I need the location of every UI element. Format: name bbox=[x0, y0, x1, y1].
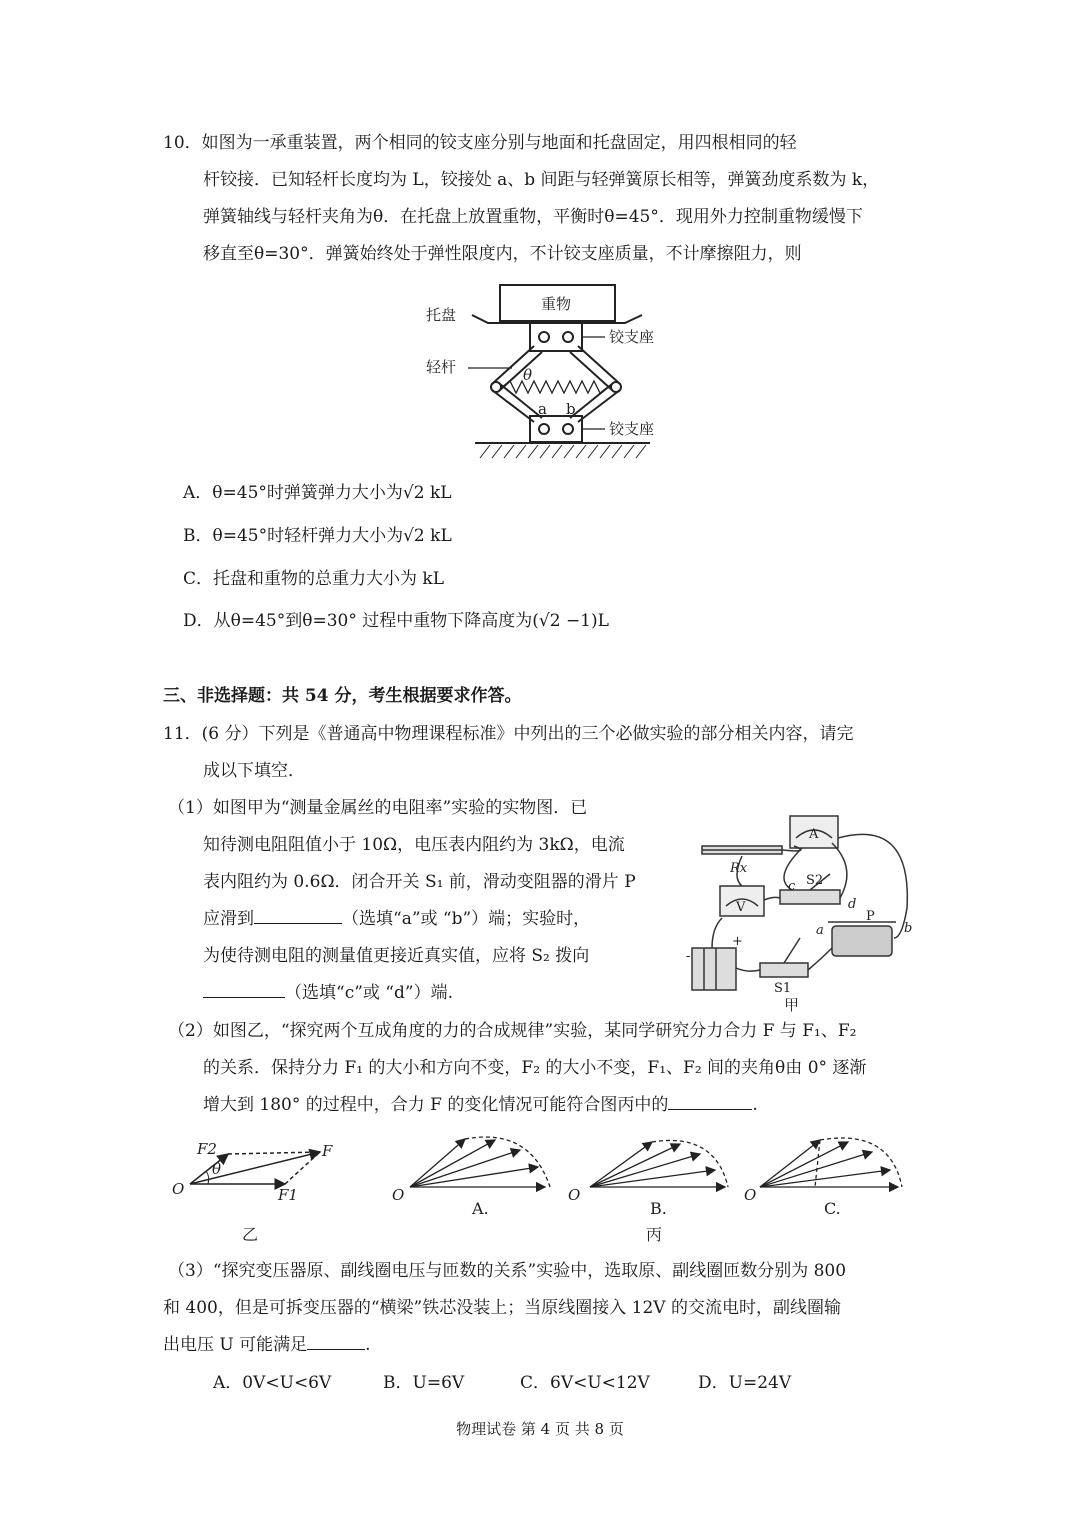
label-o-c: O bbox=[744, 1186, 757, 1204]
rx-label: Rx bbox=[730, 861, 748, 876]
q11-p3-line-2: 和 400，但是可拆变压器的“横梁”铁芯没装上；当原线圈接入 12V 的交流电时，副线圈输 bbox=[163, 1298, 841, 1318]
slider-p-label: P bbox=[866, 909, 875, 924]
s2-label: S2 bbox=[806, 873, 824, 888]
point-a-label: a bbox=[538, 400, 547, 418]
q10-line-1: 10．如图为一承重装置，两个相同的铰支座分别与地面和托盘固定，用四根相同的轻 bbox=[163, 133, 797, 153]
q11-p3-line-3: 出电压 U 可能满足 . bbox=[163, 1327, 371, 1363]
q11-p1-line-1: （1）如图甲为“测量金属丝的电阻率”实验的实物图．已 bbox=[168, 798, 588, 818]
s1-label: S1 bbox=[774, 981, 792, 996]
rod-label: 轻杆 bbox=[426, 358, 457, 376]
minus-label: - bbox=[686, 949, 691, 964]
q10-option-a: A．θ=45°时弹簧弹力大小为√2 kL bbox=[183, 483, 452, 503]
q11-p2-line-2: 的关系．保持分力 F₁ 的大小和方向不变，F₂ 的大小不变，F₁、F₂ 间的夹角θ由 0° 逐渐 bbox=[203, 1058, 867, 1078]
option-c-label: C. bbox=[824, 1199, 841, 1218]
q11-p3-option-c: C．6V<U<12V bbox=[520, 1373, 650, 1393]
voltmeter-label: V bbox=[736, 900, 746, 915]
answer-blank-2[interactable] bbox=[203, 979, 285, 998]
option-a-label: A. bbox=[472, 1199, 489, 1218]
q10-line-2: 杆铰接．已知轻杆长度均为 L，铰接处 a、b 间距与轻弹簧原长相等，弹簧劲度系数为 k， bbox=[203, 170, 880, 190]
q11-p3-option-b: B．U=6V bbox=[383, 1373, 465, 1393]
load-label: 重物 bbox=[541, 295, 572, 313]
section-3-heading: 三、非选择题：共 54 分，考生根据要求作答。 bbox=[163, 686, 522, 706]
q11-p1-text-a: 应滑到 bbox=[203, 909, 254, 929]
circuit-b-label: b bbox=[904, 921, 913, 936]
q10-option-c: C．托盘和重物的总重力大小为 kL bbox=[183, 569, 445, 589]
page-footer: 物理试卷 第 4 页 共 8 页 bbox=[456, 1420, 624, 1438]
label-o-b: O bbox=[568, 1186, 581, 1204]
label-o-yi: O bbox=[172, 1180, 185, 1198]
q11-p3-option-a: A．0V<U<6V bbox=[213, 1373, 332, 1393]
q11-p1-line-3: 表内阻约为 0.6Ω．闭合开关 S₁ 前，滑动变阻器的滑片 P bbox=[203, 872, 636, 892]
circuit-figure bbox=[682, 808, 932, 1018]
q11-p1-text-b: （选填“a”或 “b”）端；实验时， bbox=[342, 909, 591, 929]
q11-p1-text-c: （选填“c”或 “d”）端. bbox=[285, 983, 453, 1003]
figure-option-a bbox=[410, 1137, 550, 1187]
hinge-bottom-label: 铰支座 bbox=[609, 420, 655, 438]
q11-p1-line-4 bbox=[203, 901, 590, 937]
label-f2: F2 bbox=[197, 1140, 217, 1158]
q11-p2-line-1: （2）如图乙，“探究两个互成角度的力的合成规律”实验，某同学研究分力合力 F 与 F₁、F₂ bbox=[168, 1021, 857, 1041]
caption-yi: 乙 bbox=[242, 1225, 259, 1244]
label-f1: F1 bbox=[278, 1186, 298, 1204]
q11-intro-1: 11．(6 分）下列是《普通高中物理课程标准》中列出的三个必做实验的部分相关内容，请完 bbox=[163, 724, 854, 744]
answer-blank-4[interactable] bbox=[307, 1331, 365, 1350]
answer-blank-1[interactable] bbox=[254, 905, 342, 924]
force-diagrams bbox=[160, 1132, 920, 1247]
figure-option-c bbox=[760, 1138, 902, 1187]
q10-line-3: 弹簧轴线与轻杆夹角为θ．在托盘上放置重物，平衡时θ=45°．现用外力控制重物缓慢下 bbox=[203, 207, 863, 227]
caption-jia: 甲 bbox=[784, 996, 800, 1014]
q11-p1-line-2: 知待测电阻阻值小于 10Ω，电压表内阻约为 3kΩ，电流 bbox=[203, 835, 625, 855]
jack-figure bbox=[410, 280, 670, 465]
figure-option-b bbox=[590, 1140, 728, 1187]
q11-p2-line-3: 增大到 180° 的过程中，合力 F 的变化情况可能符合图丙中的 . bbox=[203, 1087, 758, 1123]
theta-label: θ bbox=[523, 366, 533, 384]
q11-intro-2: 成以下填空． bbox=[203, 761, 305, 781]
label-f: F bbox=[322, 1142, 333, 1160]
q11-p3-text: 出电压 U 可能满足 bbox=[163, 1335, 308, 1355]
q11-p1-line-6 bbox=[203, 975, 453, 1011]
circuit-c-label: c bbox=[788, 879, 796, 894]
q10-option-d: D．从θ=45°到θ=30° 过程中重物下降高度为(√2 −1)L bbox=[183, 611, 609, 631]
label-theta: θ bbox=[212, 1160, 222, 1178]
tray-label: 托盘 bbox=[426, 306, 457, 324]
q11-p2-text: 增大到 180° 的过程中，合力 F 的变化情况可能符合图丙中的 bbox=[203, 1095, 669, 1115]
circuit-a-label: a bbox=[816, 923, 824, 938]
q11-p3-option-d: D．U=24V bbox=[698, 1373, 792, 1393]
circuit-d-label: d bbox=[848, 897, 857, 912]
ammeter-label: A bbox=[809, 827, 819, 842]
q10-line-4: 移直至θ=30°．弹簧始终处于弹性限度内，不计铰支座质量，不计摩擦阻力，则 bbox=[203, 244, 802, 264]
q11-p3-line-1: （3）“探究变压器原、副线圈电压与匝数的关系”实验中，选取原、副线圈匝数分别为 800 bbox=[168, 1261, 847, 1281]
option-b-label: B. bbox=[650, 1199, 667, 1218]
q11-p1-line-5: 为使待测电阻的测量值更接近真实值，应将 S₂ 拨向 bbox=[203, 946, 590, 966]
caption-bing: 丙 bbox=[646, 1225, 663, 1244]
q10-option-b: B．θ=45°时轻杆弹力大小为√2 kL bbox=[183, 526, 452, 546]
plus-label: + bbox=[732, 934, 743, 949]
answer-blank-3[interactable] bbox=[668, 1091, 752, 1110]
hinge-top-label: 铰支座 bbox=[609, 328, 655, 346]
label-o-a: O bbox=[392, 1186, 405, 1204]
point-b-label: b bbox=[566, 400, 576, 418]
